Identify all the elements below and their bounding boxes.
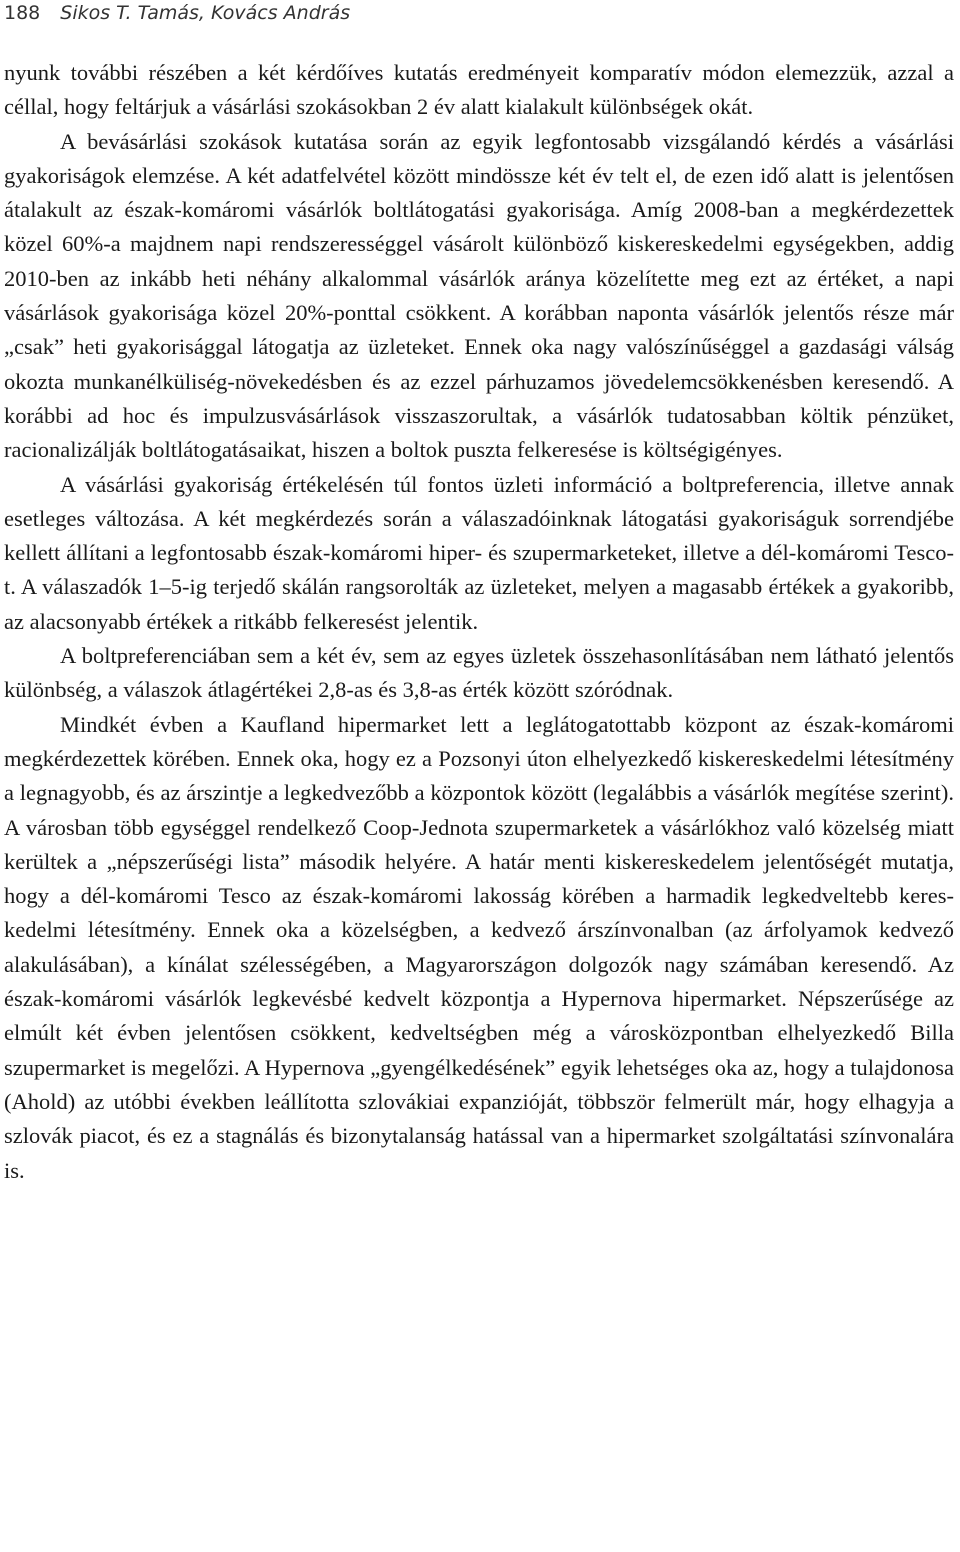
body-text — [4, 56, 954, 1188]
paragraph-kaufland-ranking: Mindkét évben a Kaufland hipermarket lett a leglátogatottabb központ az észak-komáromi megkérdezettek körében. Ennek oka, hogy ez a Pozsonyi úton elhelyezkedő kiskereskedelmi létesítmény a legnagyobb, és az árszintje a legkedvezőbb a központok között (legalábbis a vásárlók megítése szerint). A városban több egységgel rendelkező Coop-Jednota szupermarketek a vásárlókhoz való közelség miatt kerültek a „népszerűségi lista” második helyére. A határ menti kiskereskedelem jelentőségét mutatja, hogy a dél-komáromi Tesco az észak-komáromi lakosság körében a harmadik legkedveltebb kereskedelmi létesítmény. Ennek oka a közelségben, a kedvező árszínvonalban (az árfolyamok kedvező alakulásában), a kínálat szélességében, a Magyarországon dolgozók nagy számában keresendő. Az észak-komáromi vásárlók legkevésbé kedvelt központja a Hypernova hipermarket. Népszerűsége az elmúlt két évben jelentősen csökkent, kedveltségben még a városközpontban elhelyezkedő Billa szupermarket is megelőzi. A Hypernova „gyengélkedésének” egyik lehetséges oka az, hogy a tulajdonosa (Ahold) az utóbbi években leállította szlovákiai expanzióját, többször felmerült már, hogy elhagyja a szlovák piacot, és ez a stagnálás és bizonytalanság hatással van a hipermarket szolgáltatási színvonalára is. — [4, 711, 954, 1183]
paragraph-store-preference: A vásárlási gyakoriság értékelésén túl fontos üzleti információ a boltpreferencia, illetve annak esetleges változása. A két megkérdezés során a válaszadóinknak látogatási gyakoriságuk sorrendjébe kellett állítani a legfontosabb észak-komáromi hiper- és szupermarketeket, illetve a dél-komáromi Tesco-t. A válaszadók 1–5-ig terjedő skálán rangsorolták az üzleteket, melyen a magasabb értékek a gyakoribb, az alacsonyabb értékek a ritkább felkeresést jelentik. — [4, 471, 954, 634]
paragraph-no-difference: A boltpreferenciában sem a két év, sem az egyes üzletek összehasonlításában nem látható jelentős különbség, a válaszok átlagértékei 2,8-as és 3,8-as érték között szóródnak. — [4, 643, 954, 703]
paragraph-shopping-frequency: A bevásárlási szokások kutatása során az egyik legfontosabb vizsgálandó kérdés a vásárlási gyakoriságok elemzése. A két adatfelvétel között mindössze két év telt el, de ezen idő alatt is jelentősen átalakult az észak-komáromi vásárlók boltlátogatási gyakorisága. Amíg 2008-ban a megkérdezettek közel 60%-a majdnem napi rendszerességgel vásárolt különböző kiskereskedelmi egységekben, addig 2010-ben az inkább heti néhány alkalommal vásárlók aránya közelítette meg ezt az értéket, a napi vásárlások gyakorisága közel 20%-ponttal csökkent. A korábban naponta vásárlók jelentős része már „csak” heti gyakorisággal látogatja az üzleteket. Ennek oka nagy valószínűséggel a gazdasági válság okozta munkanélküliség-növekedésben és az ezzel párhuzamos jövedelemcsökkenésben keresendő. A korábbi ad hoc és impulzusvásárlások visszaszorultak, a vásárlók tudatosabban költik pénzüket, racionalizálják boltlátogatásaikat, hiszen a boltok puszta felkeresése is költségigényes. — [4, 128, 954, 463]
page-header — [4, 2, 350, 30]
page-number: 188 — [4, 2, 41, 24]
running-head-authors: Sikos T. Tamás, Kovács András — [60, 2, 351, 24]
paragraph-continuation: nyunk további részében a két kérdőíves kutatás eredményeit komparatív módon elemezzük, azzal a céllal, hogy feltárjuk a vásárlási szokásokban 2 év alatt kialakult különbségek okát. — [4, 60, 954, 120]
